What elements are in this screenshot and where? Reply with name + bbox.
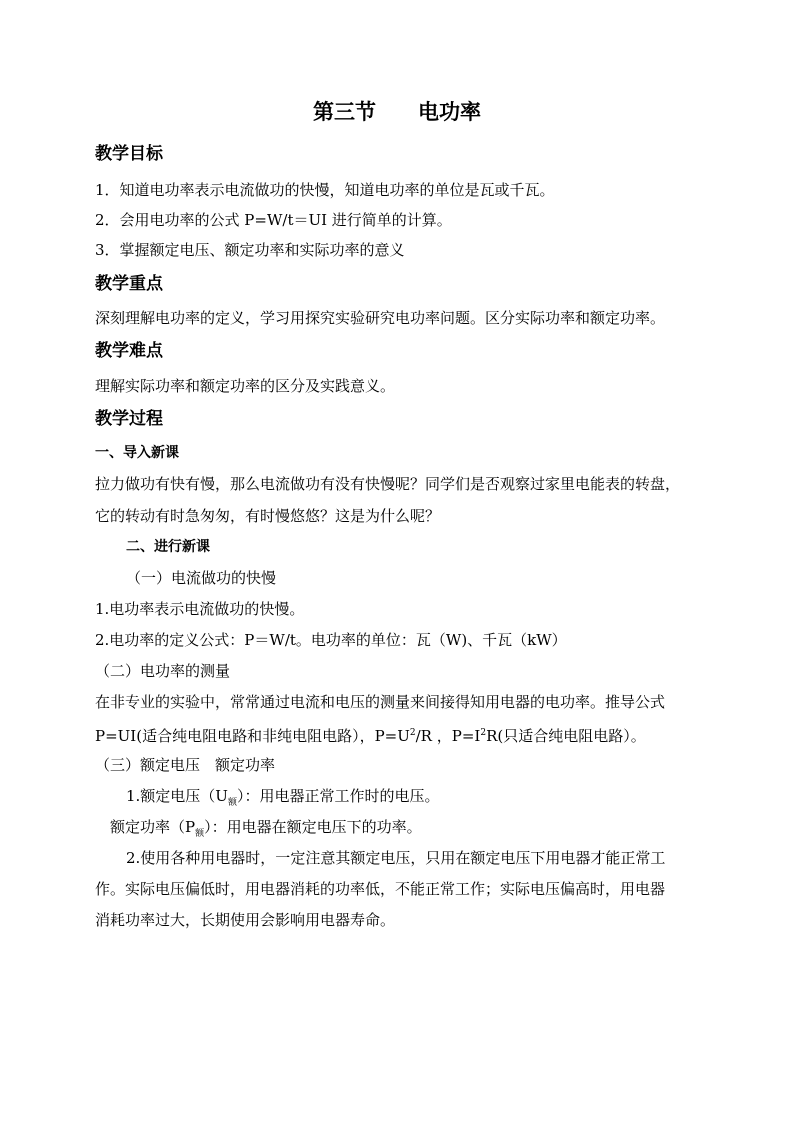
rated-voltage-post: ）：用电器正常工作时的电压。	[236, 787, 440, 805]
new-lesson-heading: 二、进行新课	[126, 539, 210, 555]
rated-power-pre: 额定功率（P	[110, 818, 196, 836]
intro-heading: 一、导入新课	[95, 445, 179, 461]
formula-part-2: /R ，P=I	[415, 727, 481, 745]
intro-line-1: 拉力做功有快有慢，那么电流做功有没有快慢呢？同学们是否观察过家里电能表的转盘，	[95, 475, 681, 493]
sub2-line-1: 在非专业的实验中，常常通过电流和电压的测量来间接得知用电器的电功率。推导公式	[95, 693, 666, 711]
sub1-heading: （一）电流做功的快慢	[126, 569, 277, 587]
difficulties-text: 理解实际功率和额定功率的区分及实践意义。	[95, 377, 396, 395]
rated-voltage-sub: 额	[227, 798, 237, 808]
rated-voltage-line	[126, 786, 440, 813]
key-points-text: 深刻理解电功率的定义，学习用探究实验研究电功率问题。区分实际功率和额定功率。	[95, 309, 666, 327]
formula-sup-1: 2	[409, 728, 416, 738]
formula-sup-2: 2	[480, 728, 487, 738]
rated-voltage-pre: 1.额定电压（U	[126, 787, 228, 805]
formula-part-1: P=UI(适合纯电阻电路和非纯电阻电路），P=U	[95, 727, 410, 745]
key-points-heading: 教学重点	[95, 274, 163, 294]
rated-power-line	[110, 817, 422, 844]
rated-power-post: ）：用电器在额定电压下的功率。	[204, 818, 422, 836]
intro-line-2: 它的转动有时急匆匆，有时慢悠悠？这是为什么呢？	[95, 507, 441, 525]
document-title: 第三节 电功率	[313, 99, 481, 124]
usage-line-3: 消耗功率过大，长期使用会影响用电器寿命。	[95, 911, 396, 929]
rated-power-sub: 额	[195, 829, 205, 839]
sub3-heading: （三）额定电压 额定功率	[95, 756, 276, 774]
formula-part-3: R(只适合纯电阻电路）。	[486, 727, 646, 745]
sub2-heading: （二）电功率的测量	[95, 662, 231, 680]
goal-item-2: 2．会用电功率的公式 P=W/t＝UI 进行简单的计算。	[95, 211, 452, 229]
difficulties-heading: 教学难点	[95, 341, 163, 361]
sub1-item-1: 1.电功率表示电流做功的快慢。	[95, 600, 305, 618]
formula-line	[95, 723, 646, 746]
usage-line-1: 2.使用各种用电器时，一定注意其额定电压，只用在额定电压下用电器才能正常工	[126, 849, 666, 867]
goals-heading: 教学目标	[95, 144, 163, 164]
sub1-item-2: 2.电功率的定义公式：P＝W/t。电功率的单位：瓦（W)、千瓦（kW）	[95, 631, 567, 649]
goal-item-3: 3．掌握额定电压、额定功率和实际功率的意义	[95, 241, 405, 259]
goal-item-1: 1．知道电功率表示电流做功的快慢，知道电功率的单位是瓦或千瓦。	[95, 181, 555, 199]
process-heading: 教学过程	[95, 409, 163, 429]
usage-line-2: 作。实际电压偏低时，用电器消耗的功率低，不能正常工作；实际电压偏高时，用电器	[95, 880, 666, 898]
